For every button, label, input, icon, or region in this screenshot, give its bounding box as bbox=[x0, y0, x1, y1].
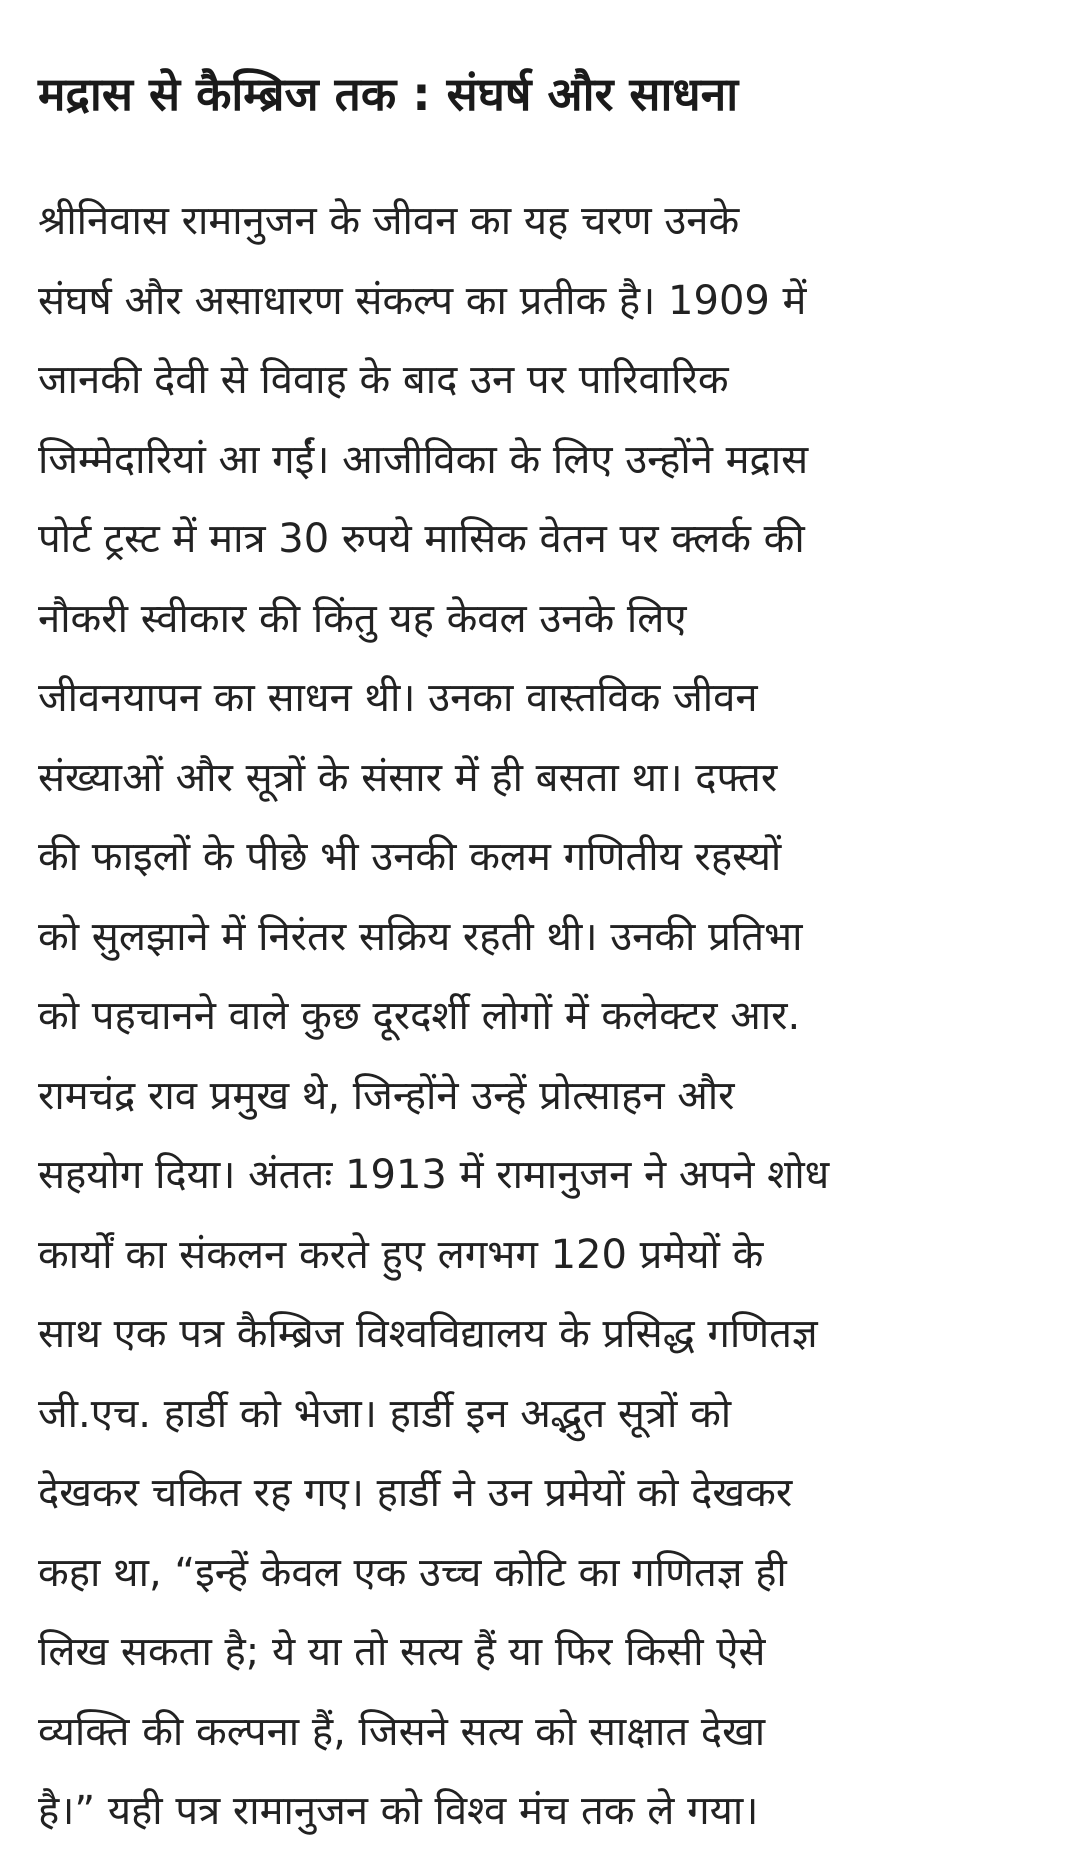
body-line: जिम्मेदारियां आ गईं। आजीविका के लिए उन्होंने मद्रास bbox=[38, 436, 809, 483]
body-line: नौकरी स्वीकार की किंतु यह केवल उनके लिए bbox=[38, 595, 687, 642]
body-line: जी.एच. हार्डी को भेजा। हार्डी इन अद्भुत सूत्रों को bbox=[38, 1390, 732, 1437]
body-line: श्रीनिवास रामानुजन के जीवन का यह चरण उनके bbox=[38, 198, 740, 244]
article-title: मद्रास से कैम्ब्रिज तक : संघर्ष और साधना bbox=[38, 67, 739, 121]
article-body bbox=[38, 182, 1068, 1852]
body-line: संख्याओं और सूत्रों के संसार में ही बसता था। दफ्तर bbox=[38, 754, 778, 801]
body-line: लिख सकता है; ये या तो सत्य हैं या फिर किसी ऐसे bbox=[38, 1629, 766, 1675]
body-line: व्यक्ति की कल्पना हैं, जिसने सत्य को साक्षात देखा bbox=[38, 1708, 766, 1755]
body-line: जीवनयापन का साधन थी। उनका वास्तविक जीवन bbox=[38, 675, 758, 721]
body-line: साथ एक पत्र कैम्ब्रिज विश्वविद्यालय के प्रसिद्ध गणितज्ञ bbox=[38, 1311, 818, 1357]
body-line: कहा था, “इन्हें केवल एक उच्च कोटि का गणितज्ञ ही bbox=[38, 1549, 787, 1596]
body-line: को पहचानने वाले कुछ दूरदर्शी लोगों में कलेक्टर आर. bbox=[38, 993, 801, 1039]
body-line: पोर्ट ट्रस्ट में मात्र 30 रुपये मासिक वेतन पर क्लर्क की bbox=[38, 516, 805, 562]
body-line: की फाइलों के पीछे भी उनकी कलम गणितीय रहस्यों bbox=[38, 834, 782, 880]
body-line: देखकर चकित रह गए। हार्डी ने उन प्रमेयों को देखकर bbox=[38, 1470, 793, 1516]
body-line: कार्यों का संकलन करते हुए लगभग 120 प्रमेयों के bbox=[38, 1231, 764, 1278]
body-line: संघर्ष और असाधारण संकल्प का प्रतीक है। 1909 में bbox=[38, 277, 807, 324]
body-line: को सुलझाने में निरंतर सक्रिय रहती थी। उनकी प्रतिभा bbox=[38, 913, 803, 960]
body-line: जानकी देवी से विवाह के बाद उन पर पारिवारिक bbox=[38, 357, 729, 403]
body-line: सहयोग दिया। अंततः 1913 में रामानुजन ने अपने शोध bbox=[38, 1152, 830, 1198]
body-line: है।” यही पत्र रामानुजन को विश्व मंच तक ले गया। bbox=[38, 1788, 759, 1834]
body-line: रामचंद्र राव प्रमुख थे, जिन्होंने उन्हें प्रोत्साहन और bbox=[38, 1072, 735, 1119]
